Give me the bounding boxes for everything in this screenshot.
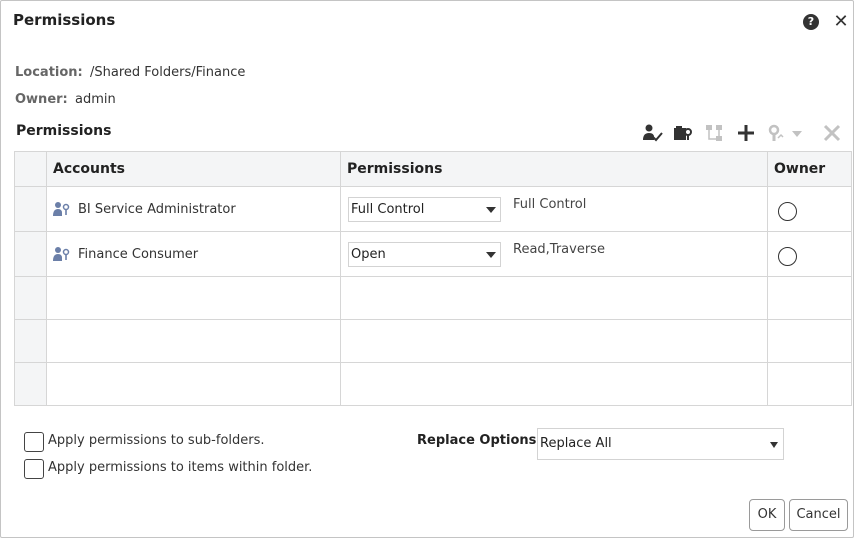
table-row[interactable] <box>15 187 852 232</box>
permission-select-value: Open <box>351 246 386 262</box>
add-users-roles-icon[interactable] <box>641 122 663 144</box>
location-value: /Shared Folders/Finance <box>90 65 246 80</box>
apply-subfolders-checkbox[interactable] <box>24 432 44 452</box>
empty-row <box>15 363 852 406</box>
permission-select-value: Full Control <box>351 201 425 217</box>
user-role-icon <box>52 245 70 263</box>
accounts-column-header: Accounts <box>47 152 341 187</box>
cancel-button[interactable]: Cancel <box>789 499 848 531</box>
user-role-icon <box>52 200 70 218</box>
owner-column-header: Owner <box>768 152 852 187</box>
permission-description: Read,Traverse <box>513 241 605 257</box>
permission-description: Full Control <box>513 196 587 212</box>
apply-items-label: Apply permissions to items within folder. <box>48 460 313 475</box>
location-label: Location: <box>15 65 83 80</box>
custom-permission-icon <box>766 122 806 144</box>
close-icon[interactable]: ✕ <box>833 11 849 32</box>
account-name: Finance Consumer <box>78 246 199 262</box>
chevron-down-icon <box>770 442 778 448</box>
owner-value: admin <box>75 92 116 107</box>
owner-radio[interactable] <box>778 247 797 266</box>
replace-options-value: Replace All <box>540 436 612 451</box>
add-icon[interactable] <box>735 122 757 144</box>
help-icon[interactable]: ? <box>803 14 819 30</box>
permissions-column-header: Permissions <box>341 152 768 187</box>
apply-subfolders-label: Apply permissions to sub-folders. <box>48 433 265 448</box>
row-selector[interactable] <box>15 187 47 232</box>
permission-select[interactable] <box>348 242 501 267</box>
account-name: BI Service Administrator <box>78 201 236 217</box>
table-row[interactable] <box>15 232 852 277</box>
apply-items-checkbox[interactable] <box>24 459 44 479</box>
chevron-down-icon <box>486 207 496 213</box>
row-selector-header <box>15 152 47 187</box>
row-selector[interactable] <box>15 232 47 277</box>
replace-options-label: Replace Options <box>417 433 537 448</box>
permissions-section-title: Permissions <box>16 123 112 139</box>
empty-row <box>15 277 852 320</box>
hierarchy-icon <box>703 122 725 144</box>
chevron-down-icon <box>486 252 496 258</box>
owner-label: Owner: <box>15 92 68 107</box>
dialog-title: Permissions <box>13 11 116 29</box>
permissions-table <box>14 151 852 406</box>
add-application-roles-icon[interactable] <box>672 122 694 144</box>
replace-options-select[interactable] <box>537 428 784 460</box>
owner-radio[interactable] <box>778 202 797 221</box>
permission-select[interactable] <box>348 197 501 222</box>
empty-row <box>15 320 852 363</box>
ok-button[interactable]: OK <box>749 499 785 531</box>
delete-icon <box>821 122 843 144</box>
